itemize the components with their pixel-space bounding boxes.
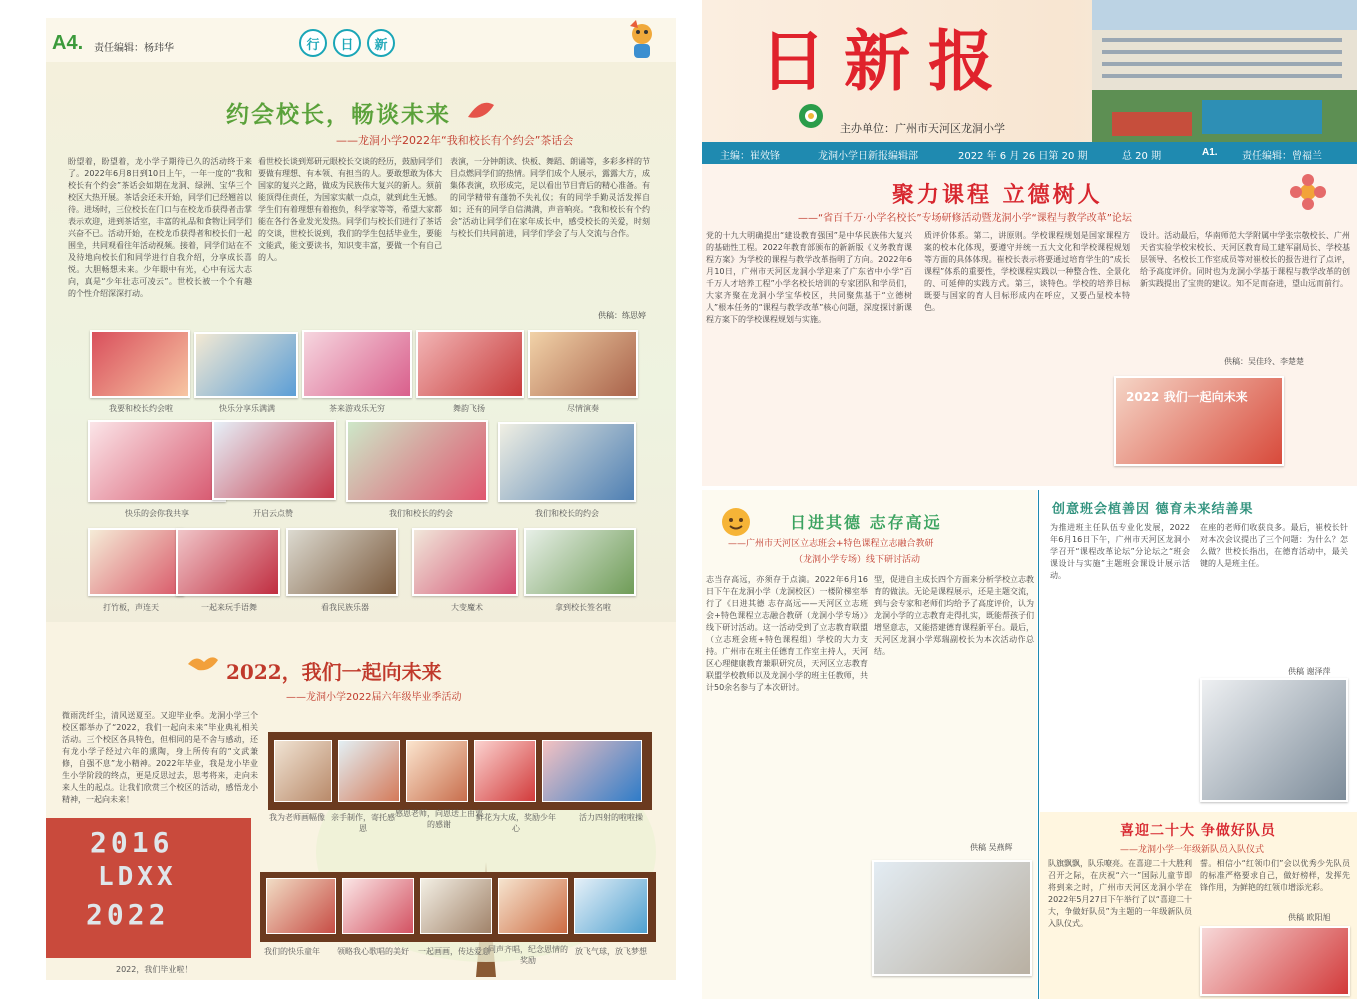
photo — [524, 528, 636, 596]
photo — [1114, 376, 1284, 466]
photo-caption: 同声齐唱，纪念恩情的奖励 — [488, 945, 568, 965]
photo-caption: 快乐分享乐满满 — [219, 404, 275, 413]
article-column: 誓。相信小“红领巾们”会以优秀少先队员的标准严格要求自己，做好榜样，发挥先锋作用，为鲜艳的红领巾增添光彩。 — [1200, 859, 1350, 892]
photo — [1200, 926, 1350, 996]
article-column: 盼望着，盼望着，龙小学子期待已久的活动终于来了。2022年6月8日到10日上午，一年一度的“我和校长有个约会”茶话会如期在龙洞、绿洲、宝华三个校区大热开展。茶话会还未开始，同学们已经翘首以待。进场时，三位校长在门口与在校龙币获得者击掌表示欢迎，进到茶话室，丰富的礼品和食物让同学们兴奋不已。活动开始，在校龙币获得者和校长们一起围坐，共同观看往年活动视频。接着，同学们站在不及待地向校长们和同学进行自我介绍，分享成长喜悦。大胆畅想未来。少年眼中有光，心中有远大志向，真是“少年壮志可凌云”。世校长被一个个有趣的个性介绍深深打动。 — [68, 157, 252, 298]
page-header — [46, 18, 676, 62]
article-tea-party — [46, 62, 676, 622]
photo — [212, 420, 336, 500]
photo-caption: 看我民族乐器 — [321, 603, 369, 612]
photo-caption: 尽情演奏 — [567, 404, 599, 413]
photo — [872, 860, 1032, 976]
photo — [528, 330, 638, 398]
article-column: 型，促进自主成长四个方面来分析学校立志教育的做法。无论是课程展示，还是主题交流，到与会专家和老师们均给予了高度评价，认为龙洞小学的立志教育走得扎实，既能帮孩子们增坚意志，又能搭建德育课程新平台。最后，天河区龙洞小学郑瑞副校长为本次活动作总结。 — [874, 575, 1034, 656]
byline: 供稿 欧阳旭 — [1288, 913, 1331, 922]
photo-caption: 我为老师画幅像 — [269, 813, 325, 822]
article-column: 设计。活动最后，华南师范大学附属中学张宗敬校长、广州天省实验学校宋校长、天河区教育局工建军副局长、学校基层领导、名校长工作室成员等对崔校长的报告进行了点评，给予高度评价。同时也为龙洞小学基于课程与教学改革的创新实践提出了宝贵的建议。知不足而奋进，望山远而前行。 — [1140, 231, 1350, 288]
photo-caption: 舞韵飞扬 — [453, 404, 485, 413]
issue-date: 2022 年 6 月 26 日第 20 期 — [958, 151, 1088, 162]
photo-caption: 我们的快乐童年 — [264, 947, 320, 956]
photo-caption: 大变魔术 — [451, 603, 483, 612]
masthead — [702, 0, 1357, 142]
photo — [498, 422, 636, 502]
photo — [302, 330, 412, 398]
article-column: 表演，一分钟朗读、快板、舞蹈、朗诵等，多彩多样的节目点燃同学们的热情。同学们成个人展示，露露大方，成集体表演，玖形成完，足以看出节目背后的精心准备。有的同学精带有蓬勃不失礼仪；有的同学手勤灵活发挥自如；还有的同学自信满满，声音响亮。“我和校长有个约会”活动让同学们在家年成长中，感受校长的关爱，时刻与校长们共同前进，同学们学会了与人交流与合作。 — [450, 157, 650, 238]
photo-caption: 开启云点赞 — [253, 509, 293, 518]
photo-caption: 2022，我们毕业啦！ — [116, 965, 193, 974]
photo — [88, 420, 226, 502]
photo — [88, 528, 184, 596]
article-title: 喜迎二十大 争做好队员 — [1120, 823, 1276, 839]
masthead-char: 行 — [299, 29, 327, 57]
page-number: A4. — [52, 32, 84, 54]
photo-banner: 2022 我们一起向未来 — [1126, 390, 1248, 404]
total-issue: 总 20 期 — [1122, 151, 1162, 162]
page-number: A1. — [1202, 147, 1218, 158]
article-column: 看世校长谈到郑研元眼校长交谈的经历，鼓励同学们要做有理想、有本领、有担当的人。要敢想敢为体大国家的复兴之路，做成为民族伟大复兴的新人。须前能顶得住责任，为国家实献一点点，就到此生无憾。学生们有着理想有着抱负，科学家等等，希望大家都能在各行各业发光发热。同学们与校长们进行了茶话的交谈，世校长说到，我们的学生包括毕业生，要能文能武，能文要读书，知识变丰富，要做一个有自己的人。 — [258, 157, 442, 262]
mascot-icon — [624, 18, 660, 62]
article-subtitle: ——“省百千万·小学名校长”专场研修活动暨龙洞小学“课程与教学改革”论坛 — [798, 213, 1132, 224]
photo-caption: 一起画画，传达爱意 — [418, 947, 490, 956]
editorial-dept: 龙洞小学日新报编辑部 — [818, 151, 918, 162]
article-column: 微雨洗纤尘，清风送夏至。又迎毕业季。龙洞小学三个校区都举办了“2022，我们一起向未来”毕业典礼相关活动。三个校区各具特色，但相同的是不舍与感动，还有龙小学子经过六年的熏陶，身上所传有的“文武兼修，自强不息”龙小精神。2022年毕业，我是龙小毕业生小学阶段的终点，更是反思过去，思考将来，走向未来人生的起点。让我们欣赏三个校区的活动，感悟龙小精神，一起向未来！ — [62, 711, 258, 804]
editor-credit: 责任编辑：杨玮华 — [94, 43, 174, 54]
photo — [346, 420, 488, 502]
photo — [416, 330, 524, 398]
article-title: 约会校长，畅谈未来 — [226, 102, 451, 128]
track-mark: 2016 — [90, 826, 174, 859]
byline: 供稿：练思婷 — [598, 311, 646, 320]
photo — [1200, 678, 1348, 802]
sun-icon — [718, 504, 754, 540]
byline: 供稿：吴佳玲、李楚楚 — [1224, 357, 1304, 366]
photo-caption: 拿到校长签名啦 — [555, 603, 611, 612]
page-a4 — [46, 18, 676, 980]
article-young-pioneers — [1040, 812, 1357, 999]
flower-icon — [1286, 172, 1330, 212]
school-building-photo — [1092, 0, 1357, 142]
article-ambition — [702, 490, 1037, 999]
masthead-char: 新 — [367, 29, 395, 57]
paper-name: 日新报 — [760, 22, 1012, 100]
article-subtitle: ——龙洞小学2022年“我和校长有个约会”茶话会 — [336, 134, 574, 147]
school-logo-icon — [798, 103, 824, 129]
film-strip — [260, 872, 656, 942]
masthead-badges — [299, 29, 395, 57]
track-photo — [46, 818, 251, 958]
photo-caption: 快乐的会你我共享 — [125, 509, 189, 518]
article-curriculum — [702, 164, 1357, 486]
article-subtitle: ——龙洞小学2022届六年级毕业季活动 — [286, 692, 462, 703]
photo-caption: 放飞气球，放飞梦想 — [575, 947, 647, 956]
article-subtitle: （龙洞小学专场）线下研讨活动 — [794, 555, 921, 565]
masthead-char: 日 — [333, 29, 361, 57]
byline: 供稿 谢泽萍 — [1288, 667, 1331, 676]
editor-credit: 责任编辑：曾福兰 — [1242, 151, 1322, 162]
column-divider — [1038, 490, 1039, 999]
byline: 供稿 吴燕辉 — [970, 843, 1013, 852]
photo-caption: 我要和校长约会啦 — [109, 404, 173, 413]
article-graduation — [46, 622, 676, 980]
photo-caption: 感恩老师，向恩送上由衷的感谢 — [395, 809, 483, 829]
photo — [194, 332, 298, 398]
photo-caption: 活力四射的啦啦操 — [579, 813, 643, 822]
article-subtitle: ——广州市天河区立志班会+特色课程立志融合教研 — [728, 539, 934, 549]
track-mark: 2022 — [86, 898, 170, 931]
track-mark: LDXX — [98, 862, 177, 892]
article-subtitle: ——龙洞小学一年级新队员入队仪式 — [1120, 845, 1265, 855]
chief-editor: 主编：崔效锋 — [720, 151, 780, 162]
article-column: 在座的老师们收获良多。最后，崔校长针对本次会议提出了三个问题：为什么？怎么做？世校长指出，在德育活动中，最关键的人是班主任。 — [1200, 523, 1348, 568]
info-bar — [702, 142, 1357, 164]
photo — [90, 330, 190, 398]
article-title: 日进其德 志存高远 — [790, 513, 942, 532]
leaf-icon — [466, 99, 496, 121]
photo-caption: 亲手制作，寄托感恩 — [331, 813, 395, 833]
photo-caption: 茶来游戏乐无穷 — [329, 404, 385, 413]
article-column: 队旗飘飘，队乐嘹亮。在喜迎二十大胜利召开之际，在庆祝“六一”国际儿童节即将到来之时，广州市天河区龙洞小学在2022年5月27日下午举行了以“喜迎二十大，争做好队员”为主题的一年级新队员入队仪式。 — [1048, 859, 1192, 928]
article-title: 聚力课程 立德树人 — [892, 183, 1103, 208]
article-title: 创意班会植善因 德育未来结善果 — [1052, 502, 1254, 517]
bird-icon — [186, 652, 220, 674]
article-column: 志当存高远，亦须存于点滴。2022年6月16日下午在龙洞小学（龙洞校区）一楼阶梯室举行了《日进其德 志存高远——天河区立志班会+特色课程立志融合教研（龙洞小学专场）》线下研讨活动。这一活动受到了立志教育联盟（立志班会班+特色课程组）学校的大力支持。广州市在班主任德育工作室主持人，天河区心理健康教育兼职研究员，天河区立志教育联盟学校教师以及龙洞小学的班主任教师，共计50余名参与了本次研讨。 — [706, 575, 868, 692]
film-strip — [268, 732, 652, 810]
photo-caption: 领略我心歌唱的美好 — [337, 947, 409, 956]
photo — [286, 528, 398, 596]
article-column: 为推进班主任队伍专业化发展，2022年6月16日下午，广州市天河区龙洞小学召开“课程改革论坛”分论坛之“班会课设计与实施”主题班会课设计展示活动。 — [1050, 523, 1190, 580]
photo — [176, 528, 280, 596]
photo-caption: 打竹板，声连天 — [103, 603, 159, 612]
article-column: 党的十九大明确提出“建设教育强国”是中华民族伟大复兴的基础性工程。2022年教育部颁布的新新版《义务教育课程方案》为学校的课程与教学改革指明了方向。2022年6月10日，广州市天河区龙洞小学迎来了广东省中小学“百千万人才培养工程”小学名校长培训的专家团队和学员们，大家齐聚在龙洞小学宝华校区，共同聚焦基于“立德树人”根本任务的“课程与教学改革”核心问题，深度探讨新课程方案下的学校课程规划与实施。 — [706, 231, 912, 324]
article-column: 质评价体系。第二，讲原则。学校课程规划是国家课程方案的校本化体现，要遵守并统一五大文化和学校课程规划等方面的具体体现。崔校长表示将要通过培育学生的“成长课程”体系的重要性，学校课程实践以一种整合性、全景化的、可延伸的实践方式。第三，谈特色。学校的培养目标既要与国家的育人目标形成内在呼应，又要凸显校本特色。 — [924, 231, 1130, 312]
host-unit: 主办单位：广州市天河区龙洞小学 — [840, 122, 1005, 135]
page-a1 — [702, 0, 1357, 999]
photo — [412, 528, 518, 596]
photo-caption: 我们和校长的约会 — [389, 509, 453, 518]
photo-caption: 一起来玩手语舞 — [201, 603, 257, 612]
article-title: 2022，我们一起向未来 — [226, 660, 442, 684]
photo-caption: 我们和校长的约会 — [535, 509, 599, 518]
photo-caption: 鲜花为大成，奖励少年心 — [476, 813, 556, 833]
article-class-meeting — [1040, 490, 1357, 810]
